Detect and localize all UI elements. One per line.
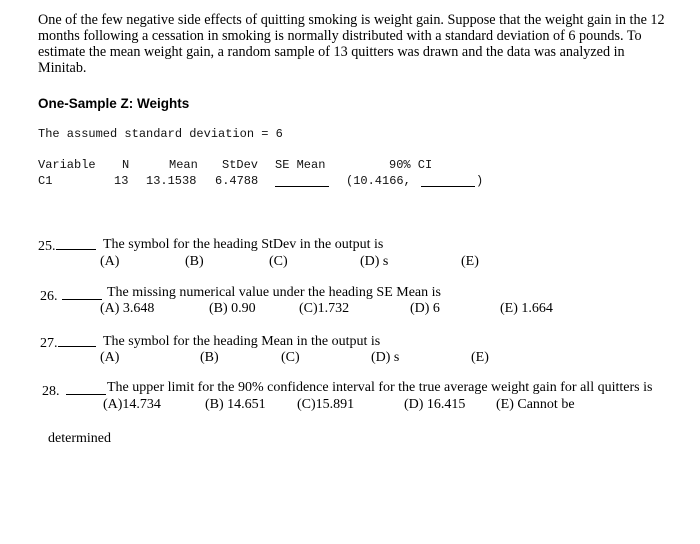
question-27-number: 27.	[40, 335, 96, 352]
q26-option-c[interactable]: (C)1.732	[299, 301, 350, 316]
header-ci: 90% CI	[389, 158, 433, 172]
q28-option-d[interactable]: (D) 16.415	[404, 397, 466, 412]
q26-option-b[interactable]: (B) 0.90	[209, 301, 256, 316]
header-n: N	[122, 158, 130, 172]
row-n: 13	[114, 174, 129, 188]
question-26-number: 26.	[40, 288, 102, 305]
q25-option-c[interactable]: (C)	[269, 254, 288, 269]
question-25-number: 25.	[38, 238, 96, 255]
q26-option-d[interactable]: (D) 6	[410, 301, 440, 316]
q25-option-d[interactable]: (D) s	[360, 254, 389, 269]
row-se-mean-blank	[275, 174, 329, 192]
row-stdev: 6.4788	[215, 174, 259, 188]
row-mean: 13.1538	[146, 174, 197, 188]
row-ci-upper-blank	[421, 174, 475, 192]
q27-option-a[interactable]: (A)	[100, 350, 120, 365]
assumed-sd-line: The assumed standard deviation = 6	[38, 127, 283, 141]
question-28-text: The upper limit for the 90% confidence interval for the true average weight gain for all quitters is	[107, 380, 653, 395]
q27-option-c[interactable]: (C)	[281, 350, 300, 365]
question-27-text: The symbol for the heading Mean in the output is	[103, 334, 381, 349]
q28-option-a[interactable]: (A)14.734	[103, 397, 161, 412]
output-heading: One-Sample Z: Weights	[38, 96, 190, 111]
q25-option-e[interactable]: (E)	[461, 254, 479, 269]
row-variable: C1	[38, 174, 53, 188]
q26-option-a[interactable]: (A) 3.648	[100, 301, 155, 316]
row-ci-close: )	[476, 174, 484, 188]
q25-option-a[interactable]: (A)	[100, 254, 120, 269]
header-variable: Variable	[38, 158, 96, 172]
question-28-number: 28.	[42, 383, 106, 400]
q27-option-b[interactable]: (B)	[200, 350, 219, 365]
q28-option-e-continuation: determined	[48, 431, 111, 446]
q26-option-e[interactable]: (E) 1.664	[500, 301, 553, 316]
q28-option-e[interactable]: (E) Cannot be	[496, 397, 575, 412]
q27-option-d[interactable]: (D) s	[371, 350, 400, 365]
row-ci-lower: (10.4166,	[346, 174, 411, 188]
header-mean: Mean	[169, 158, 198, 172]
problem-intro: One of the few negative side effects of quitting smoking is weight gain. Suppose that the weight gain in the 12 months following a cessation in smoking is normally distributed with a standard deviation of 6 pounds. To estimate the mean weight gain, a random sample of 13 quitters was drawn and the data was analyzed in Minitab.	[38, 12, 665, 76]
q28-option-b[interactable]: (B) 14.651	[205, 397, 266, 412]
header-se-mean: SE Mean	[275, 158, 326, 172]
q28-option-c[interactable]: (C)15.891	[297, 397, 355, 412]
question-26-text: The missing numerical value under the heading SE Mean is	[107, 285, 441, 300]
q25-option-b[interactable]: (B)	[185, 254, 204, 269]
q27-option-e[interactable]: (E)	[471, 350, 489, 365]
header-stdev: StDev	[222, 158, 259, 172]
question-25-text: The symbol for the heading StDev in the output is	[103, 237, 384, 252]
